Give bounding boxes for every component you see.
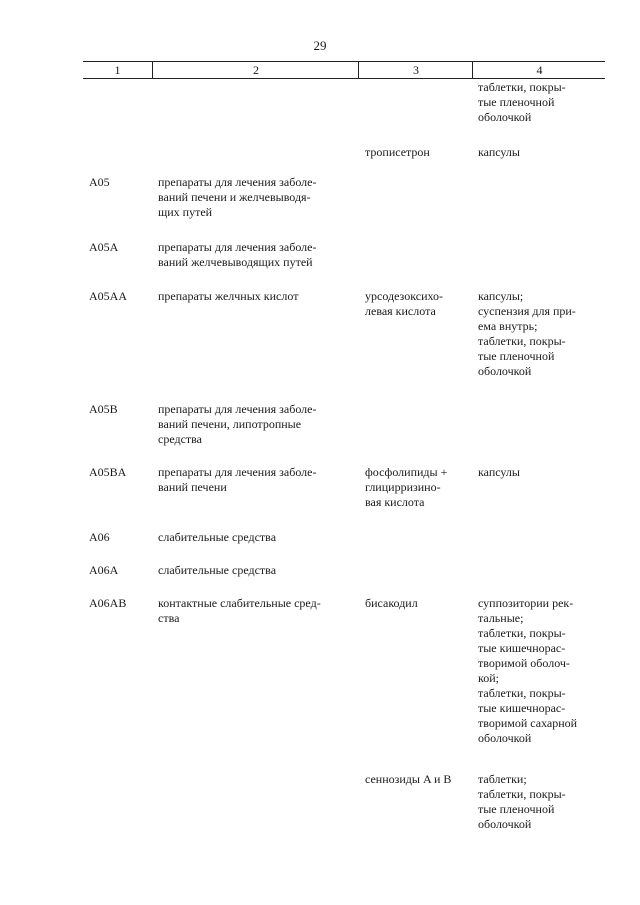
cell-line: капсулы: [478, 145, 520, 159]
cell-line: вая кислота: [365, 495, 425, 509]
cell-line: тые кишечнорас-: [478, 641, 566, 655]
header-col-3: 3: [358, 62, 473, 78]
group-name-cell: [158, 240, 353, 270]
dosage-form-cell: [478, 145, 597, 160]
table-header: [83, 61, 605, 79]
cell-line: тые пленочной: [478, 802, 555, 816]
cell-line: A06AB: [89, 596, 127, 610]
cell-line: A05BA: [89, 465, 127, 479]
page-number: 29: [313, 38, 327, 53]
cell-line: тые пленочной: [478, 349, 555, 363]
cell-line: ства: [158, 611, 180, 625]
cell-line: оболочкой: [478, 731, 532, 745]
dosage-form-cell: [478, 80, 597, 125]
cell-line: щих путей: [158, 205, 213, 219]
cell-line: ваний печени, липотропные: [158, 417, 302, 431]
cell-line: таблетки;: [478, 772, 527, 786]
cell-line: капсулы: [478, 465, 520, 479]
group-name-cell: [158, 563, 353, 578]
drug-name-cell: [365, 772, 469, 787]
cell-line: левая кислота: [365, 304, 436, 318]
atc-code-cell: [89, 240, 149, 255]
group-name-cell: [158, 596, 353, 626]
cell-line: A05B: [89, 402, 118, 416]
cell-line: оболочкой: [478, 110, 532, 124]
cell-line: средства: [158, 432, 203, 446]
cell-line: ваний печени: [158, 480, 227, 494]
cell-line: A05AA: [89, 289, 127, 303]
cell-line: бисакодил: [365, 596, 418, 610]
group-name-cell: [158, 175, 353, 220]
cell-line: таблетки, покры-: [478, 334, 566, 348]
cell-line: тальные;: [478, 611, 524, 625]
cell-line: A05A: [89, 240, 119, 254]
dosage-form-cell: [478, 289, 597, 379]
drug-name-cell: [365, 145, 469, 160]
header-col-4: 4: [472, 62, 606, 78]
cell-line: таблетки, покры-: [478, 80, 566, 94]
dosage-form-cell: [478, 465, 597, 480]
drug-name-cell: [365, 289, 469, 319]
atc-code-cell: [89, 289, 149, 304]
dosage-form-cell: [478, 772, 597, 832]
cell-line: фосфолипиды +: [365, 465, 448, 479]
header-col-2: 2: [152, 62, 359, 78]
group-name-cell: [158, 289, 353, 304]
cell-line: тые кишечнорас-: [478, 701, 566, 715]
cell-line: урсодезоксихо-: [365, 289, 444, 303]
cell-line: суспензия для при-: [478, 304, 576, 318]
cell-line: оболочкой: [478, 817, 532, 831]
drug-name-cell: [365, 465, 469, 510]
atc-code-cell: [89, 465, 149, 480]
cell-line: препараты для лечения заболе-: [158, 240, 317, 254]
group-name-cell: [158, 530, 353, 545]
cell-line: A05: [89, 175, 110, 189]
atc-code-cell: [89, 402, 149, 417]
atc-code-cell: [89, 530, 149, 545]
cell-line: таблетки, покры-: [478, 686, 566, 700]
cell-line: ваний печени и желчевыводя-: [158, 190, 311, 204]
cell-line: таблетки, покры-: [478, 787, 566, 801]
atc-code-cell: [89, 596, 149, 611]
atc-code-cell: [89, 175, 149, 190]
cell-line: контактные слабительные сред-: [158, 596, 321, 610]
cell-line: суппозитории рек-: [478, 596, 574, 610]
drug-name-cell: [365, 596, 469, 611]
atc-code-cell: [89, 563, 149, 578]
cell-line: тые пленочной: [478, 95, 555, 109]
cell-line: препараты для лечения заболе-: [158, 175, 317, 189]
header-col-1: 1: [114, 63, 121, 77]
cell-line: ваний желчевыводящих путей: [158, 255, 313, 269]
cell-line: творимой оболоч-: [478, 656, 570, 670]
cell-line: слабительные средства: [158, 563, 277, 577]
cell-line: препараты для лечения заболе-: [158, 402, 317, 416]
cell-line: глицирризино-: [365, 480, 441, 494]
cell-line: капсулы;: [478, 289, 524, 303]
cell-line: препараты для лечения заболе-: [158, 465, 317, 479]
cell-line: A06A: [89, 563, 119, 577]
cell-line: творимой сахарной: [478, 716, 578, 730]
cell-line: таблетки, покры-: [478, 626, 566, 640]
cell-line: A06: [89, 530, 110, 544]
cell-line: препараты желчных кислот: [158, 289, 299, 303]
group-name-cell: [158, 465, 353, 495]
cell-line: оболочкой: [478, 364, 532, 378]
group-name-cell: [158, 402, 353, 447]
cell-line: слабительные средства: [158, 530, 277, 544]
cell-line: сеннозиды A и B: [365, 772, 452, 786]
cell-line: трописетрон: [365, 145, 430, 159]
cell-line: кой;: [478, 671, 499, 685]
cell-line: ема внутрь;: [478, 319, 538, 333]
dosage-form-cell: [478, 596, 597, 746]
